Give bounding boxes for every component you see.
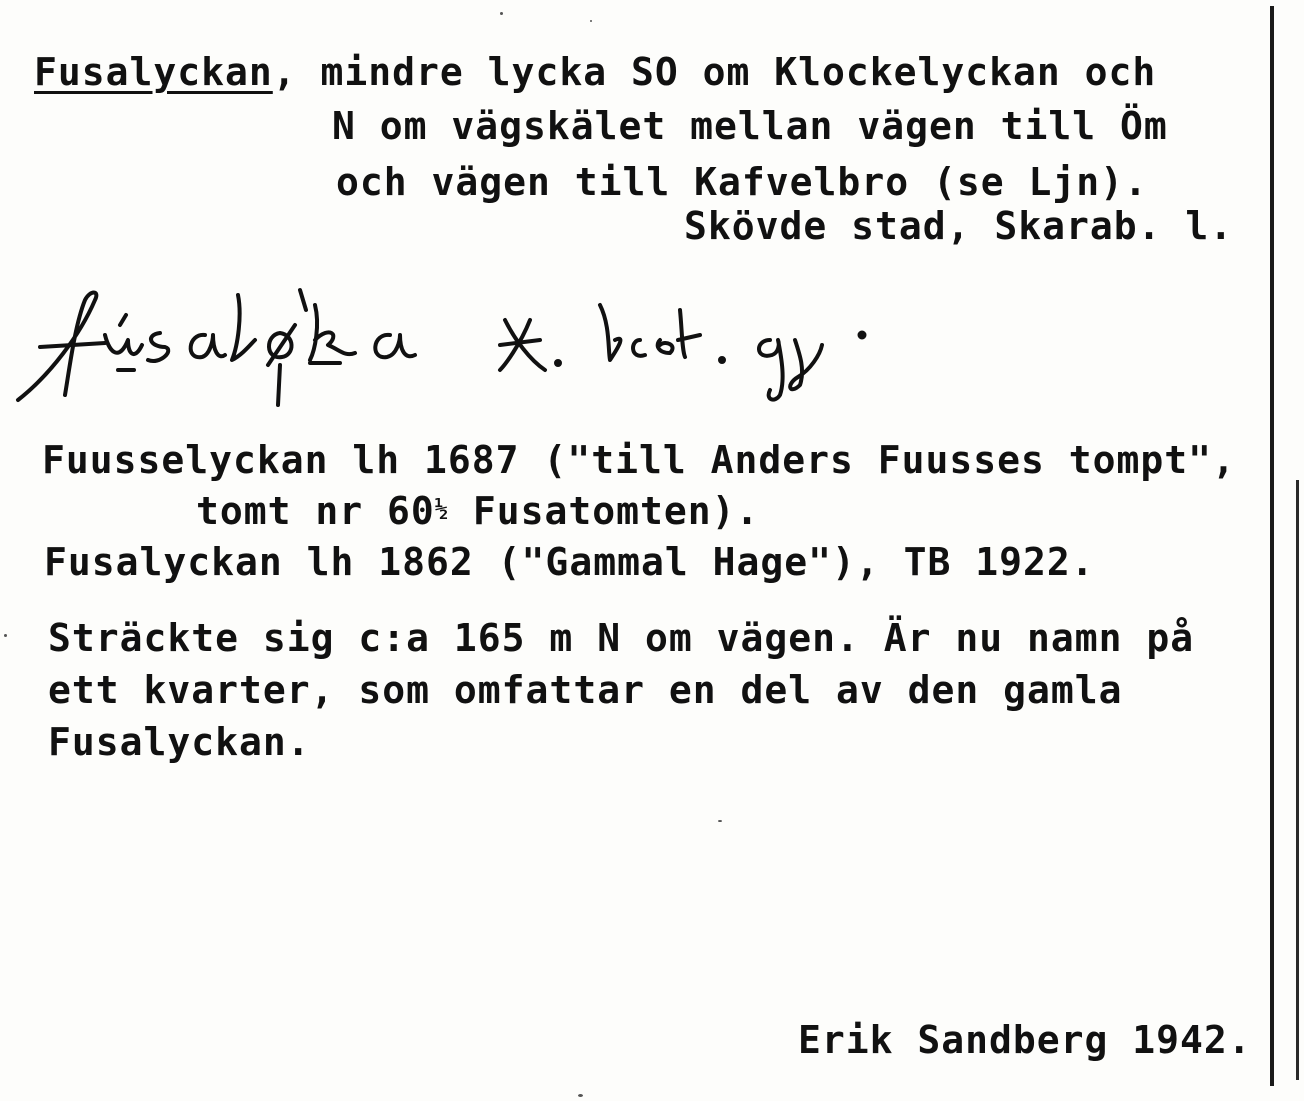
card-edge-line [1270,6,1274,1086]
entry-2-line: Fusalyckan lh 1862 ("Gammal Hage"), TB 1922. [44,540,1095,584]
paper-speck [500,12,503,15]
paper-speck [718,820,722,822]
signature-line: Erik Sandberg 1942. [798,1018,1252,1062]
paragraph-line-1: Sträckte sig c:a 165 m N om vägen. Är nu namn på [48,616,1195,660]
description-line-2: N om vägskälet mellan vägen till Öm [332,104,1168,148]
entry-1-line-a: Fuusselyckan lh 1687 ("till Anders Fuusses tompt", [42,438,1236,482]
paper-speck [4,634,7,637]
entry-1-tomt: tomt nr 60 [196,489,435,533]
paper-speck [590,20,592,22]
entry-1-line-b [196,488,759,533]
handwriting-strokes [10,285,890,415]
card-edge-line-secondary [1296,480,1299,1080]
entry-1-fusatomten: Fusatomten). [449,489,760,533]
description-line-3: och vägen till Kafvelbro (se Ljn). [336,160,1148,204]
paragraph-line-2: ett kvarter, som omfattar en del av den gamla [48,668,1123,712]
heading-word: Fusalyckan [34,50,273,94]
heading-line [34,50,1156,94]
handwritten-note-drawing [10,285,890,415]
entry-1-fraction: ½ [434,497,450,522]
paper-speck [578,1094,583,1097]
heading-rest: , mindre lycka SO om Klockelyckan och [272,50,1157,94]
location-line: Skövde stad, Skarab. l. [684,204,1234,248]
paragraph-line-3: Fusalyckan. [48,720,311,764]
